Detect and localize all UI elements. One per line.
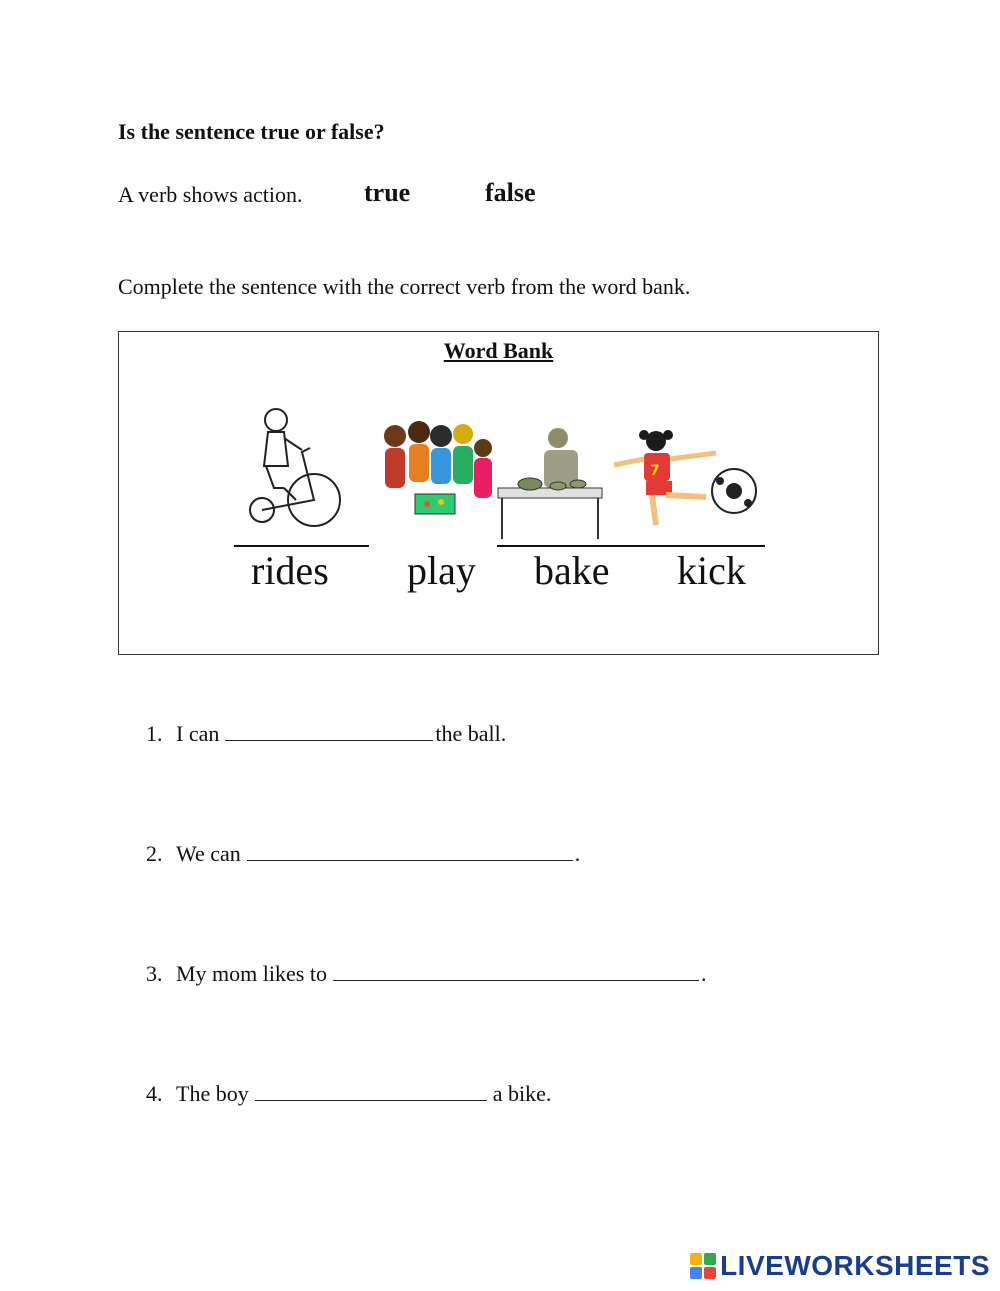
sentence-4 (146, 1080, 551, 1107)
question-title: Is the sentence true or false? (118, 119, 385, 144)
sentence-number: 3. (146, 961, 163, 986)
sentence-1 (146, 720, 506, 747)
sentence-text-after: a bike. (492, 1081, 552, 1106)
sentence-text-before: The boy (176, 1081, 249, 1106)
logo-squares-icon (690, 1253, 716, 1279)
answer-blank-4[interactable] (255, 1080, 487, 1101)
sentence-text-before: We can (176, 841, 241, 866)
sentence-text-before: My mom likes to (176, 961, 327, 986)
logo-square (690, 1267, 702, 1279)
svg-text:7: 7 (650, 463, 660, 479)
false-option[interactable]: false (485, 178, 536, 207)
logo-square (704, 1253, 716, 1265)
sentence-text-before: I can (176, 721, 220, 746)
word-kick[interactable]: kick (677, 548, 746, 593)
sentence-3 (146, 960, 706, 987)
word-play[interactable]: play (407, 548, 476, 593)
logo-square (690, 1253, 702, 1265)
sentence-number: 2. (146, 841, 163, 866)
logo-text: LIVEWORKSHEETS (720, 1250, 990, 1281)
instruction-text: Complete the sentence with the correct verb from the word bank. (118, 274, 691, 299)
sentence-text-after: . (574, 841, 581, 866)
word-bake[interactable]: bake (534, 548, 610, 593)
kids-playing-picture (379, 420, 497, 530)
answer-blank-2[interactable] (247, 840, 573, 861)
sentence-text-after: the ball. (435, 721, 507, 746)
word-bank-title: Word Bank (443, 338, 554, 363)
true-false-statement: A verb shows action. (118, 182, 303, 207)
girl-kicking-picture (606, 425, 771, 540)
true-option[interactable]: true (364, 178, 411, 207)
sentence-2 (146, 840, 580, 867)
baker-picture (496, 424, 606, 544)
word-bank-box (118, 331, 879, 655)
word-rides[interactable]: rides (251, 548, 329, 593)
sentence-number: 4. (146, 1081, 163, 1106)
answer-blank-1[interactable] (225, 720, 433, 741)
liveworksheets-logo (690, 1251, 990, 1281)
logo-square (704, 1267, 716, 1279)
sentence-text-after: . (700, 961, 707, 986)
answer-blank-3[interactable] (333, 960, 699, 981)
boy-tricycle-picture (244, 404, 354, 529)
sentence-number: 1. (146, 721, 163, 746)
